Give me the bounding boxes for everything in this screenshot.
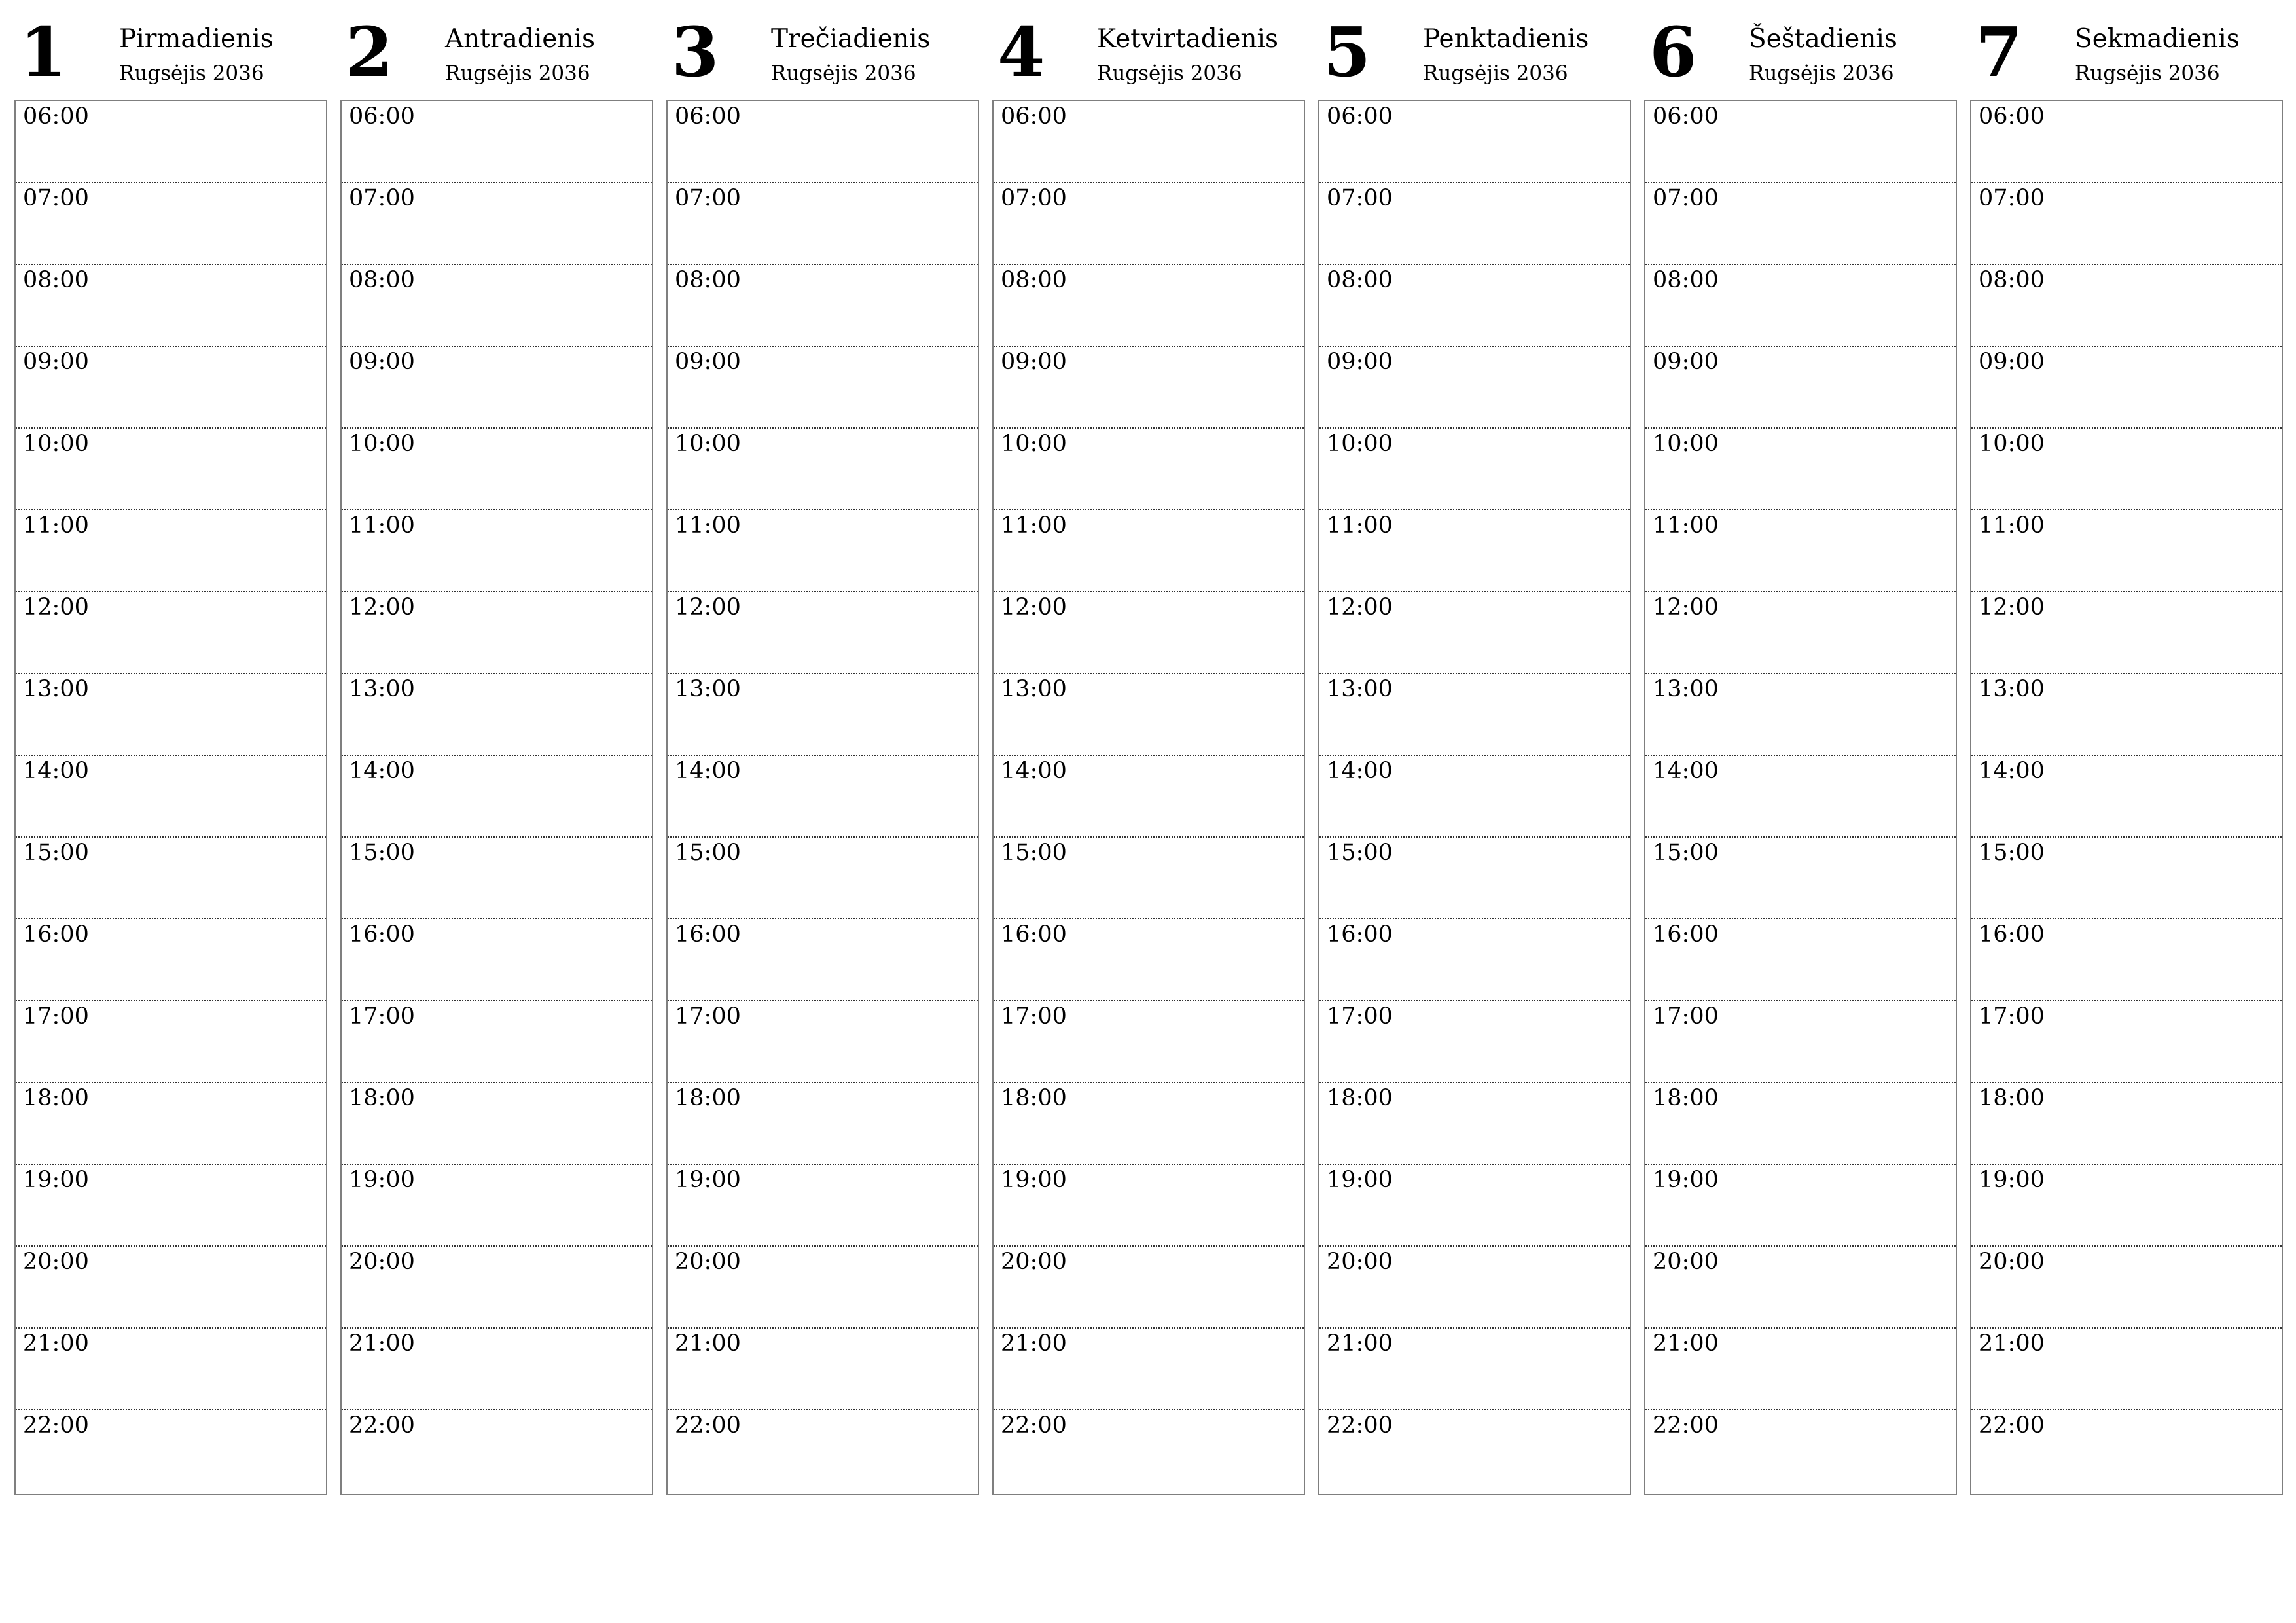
time-slot[interactable]	[16, 1410, 326, 1492]
time-slot[interactable]	[16, 265, 326, 347]
time-label: 12:00	[1979, 594, 2045, 620]
time-label: 13:00	[1327, 676, 1393, 702]
time-slot[interactable]	[1645, 1165, 1956, 1247]
day-schedule-box	[14, 100, 327, 1495]
time-label: 07:00	[1653, 185, 1719, 211]
time-slot[interactable]	[342, 347, 652, 429]
time-label: 22:00	[1001, 1412, 1067, 1438]
time-label: 21:00	[23, 1330, 89, 1357]
time-label: 15:00	[1327, 840, 1393, 866]
time-label: 06:00	[1653, 103, 1719, 130]
time-slot[interactable]	[1971, 1329, 2282, 1410]
day-column	[1970, 0, 2283, 1438]
time-slot[interactable]	[16, 592, 326, 674]
time-slot[interactable]	[994, 183, 1304, 265]
time-label: 10:00	[1653, 431, 1719, 457]
time-label: 12:00	[1001, 594, 1067, 620]
day-schedule-box	[1644, 100, 1957, 1495]
time-slot[interactable]	[994, 1165, 1304, 1247]
time-label: 14:00	[1653, 758, 1719, 784]
time-label: 17:00	[675, 1003, 741, 1029]
time-label: 14:00	[1327, 758, 1393, 784]
time-slot[interactable]	[1319, 510, 1630, 592]
time-slot[interactable]	[16, 101, 326, 183]
time-slot[interactable]	[1971, 510, 2282, 592]
time-label: 10:00	[349, 431, 415, 457]
time-slot[interactable]	[1319, 183, 1630, 265]
time-slot[interactable]	[342, 1083, 652, 1165]
day-number: 7	[1975, 12, 2023, 92]
time-slot[interactable]	[994, 674, 1304, 756]
time-slot[interactable]	[1645, 1001, 1956, 1083]
time-label: 14:00	[1001, 758, 1067, 784]
time-label: 15:00	[1001, 840, 1067, 866]
day-number: 6	[1649, 12, 1697, 92]
time-slot[interactable]	[668, 592, 978, 674]
time-slot[interactable]	[1971, 101, 2282, 183]
time-label: 09:00	[23, 349, 89, 375]
time-slot[interactable]	[1971, 1083, 2282, 1165]
time-slot[interactable]	[1645, 510, 1956, 592]
time-label: 14:00	[349, 758, 415, 784]
time-label: 18:00	[1653, 1085, 1719, 1111]
time-label: 09:00	[1001, 349, 1067, 375]
time-slot[interactable]	[1645, 592, 1956, 674]
time-label: 20:00	[1979, 1249, 2045, 1275]
day-name: Trečiadienis	[771, 24, 931, 54]
time-slot[interactable]	[1645, 1247, 1956, 1329]
day-name: Šeštadienis	[1749, 24, 1897, 54]
time-slot[interactable]	[1319, 592, 1630, 674]
time-slot[interactable]	[1319, 756, 1630, 838]
time-slot[interactable]	[342, 1329, 652, 1410]
time-label: 13:00	[349, 676, 415, 702]
time-slot[interactable]	[1971, 183, 2282, 265]
day-month-label: Rugsėjis 2036	[119, 62, 264, 85]
day-number: 3	[672, 12, 719, 92]
time-label: 22:00	[1327, 1412, 1393, 1438]
time-label: 06:00	[1979, 103, 2045, 130]
time-label: 15:00	[1653, 840, 1719, 866]
time-slot[interactable]	[994, 1329, 1304, 1410]
day-name: Ketvirtadienis	[1097, 24, 1279, 54]
time-label: 17:00	[1653, 1003, 1719, 1029]
time-label: 20:00	[1653, 1249, 1719, 1275]
time-slot[interactable]	[342, 674, 652, 756]
day-number: 5	[1323, 12, 1371, 92]
time-label: 07:00	[1001, 185, 1067, 211]
day-number: 1	[20, 12, 67, 92]
time-label: 12:00	[675, 594, 741, 620]
time-slot[interactable]	[1971, 429, 2282, 510]
time-slot[interactable]	[668, 510, 978, 592]
time-label: 17:00	[1979, 1003, 2045, 1029]
time-label: 19:00	[23, 1167, 89, 1193]
day-header	[1970, 0, 2283, 100]
day-schedule-box	[992, 100, 1305, 1495]
time-slot[interactable]	[16, 756, 326, 838]
time-slot[interactable]	[1319, 838, 1630, 919]
time-slot[interactable]	[1971, 265, 2282, 347]
time-slot[interactable]	[1319, 1165, 1630, 1247]
day-header	[340, 0, 653, 100]
time-label: 15:00	[675, 840, 741, 866]
time-label: 06:00	[349, 103, 415, 130]
time-label: 10:00	[1327, 431, 1393, 457]
time-label: 06:00	[1327, 103, 1393, 130]
time-slot[interactable]	[668, 1247, 978, 1329]
time-label: 07:00	[349, 185, 415, 211]
time-slot[interactable]	[342, 838, 652, 919]
time-slot[interactable]	[342, 1410, 652, 1492]
time-slot[interactable]	[1971, 347, 2282, 429]
time-slot[interactable]	[994, 1410, 1304, 1492]
time-label: 06:00	[23, 103, 89, 130]
time-slot[interactable]	[1319, 1001, 1630, 1083]
time-slot[interactable]	[994, 265, 1304, 347]
time-label: 21:00	[1653, 1330, 1719, 1357]
time-slot[interactable]	[1645, 919, 1956, 1001]
time-label: 16:00	[1001, 921, 1067, 948]
time-slot[interactable]	[1645, 265, 1956, 347]
time-slot[interactable]	[668, 347, 978, 429]
time-label: 18:00	[675, 1085, 741, 1111]
time-slot[interactable]	[994, 510, 1304, 592]
time-slot[interactable]	[994, 592, 1304, 674]
time-label: 18:00	[1327, 1085, 1393, 1111]
time-slot[interactable]	[342, 756, 652, 838]
time-slot[interactable]	[342, 1247, 652, 1329]
day-month-label: Rugsėjis 2036	[445, 62, 590, 85]
time-label: 08:00	[1001, 267, 1067, 293]
time-slot[interactable]	[994, 1001, 1304, 1083]
time-slot[interactable]	[1971, 756, 2282, 838]
time-label: 19:00	[349, 1167, 415, 1193]
time-slot[interactable]	[1971, 1001, 2282, 1083]
time-label: 08:00	[349, 267, 415, 293]
day-name: Pirmadienis	[119, 24, 274, 54]
day-name: Sekmadienis	[2075, 24, 2240, 54]
day-header	[1318, 0, 1631, 100]
time-label: 21:00	[1979, 1330, 2045, 1357]
time-label: 17:00	[1001, 1003, 1067, 1029]
time-label: 21:00	[1327, 1330, 1393, 1357]
time-label: 13:00	[23, 676, 89, 702]
time-label: 12:00	[349, 594, 415, 620]
time-slot[interactable]	[1971, 1247, 2282, 1329]
time-slot[interactable]	[1319, 347, 1630, 429]
time-label: 20:00	[1327, 1249, 1393, 1275]
time-label: 16:00	[1979, 921, 2045, 948]
time-label: 16:00	[1653, 921, 1719, 948]
day-column	[1644, 0, 1957, 1438]
time-slot[interactable]	[1645, 838, 1956, 919]
time-label: 12:00	[1653, 594, 1719, 620]
time-slot[interactable]	[16, 838, 326, 919]
time-label: 14:00	[23, 758, 89, 784]
day-number: 2	[346, 12, 393, 92]
time-label: 06:00	[1001, 103, 1067, 130]
time-slot[interactable]	[1645, 101, 1956, 183]
time-slot[interactable]	[1645, 347, 1956, 429]
time-label: 11:00	[1327, 512, 1393, 539]
time-slot[interactable]	[16, 1247, 326, 1329]
time-label: 22:00	[349, 1412, 415, 1438]
time-label: 20:00	[1001, 1249, 1067, 1275]
time-label: 11:00	[23, 512, 89, 539]
time-label: 10:00	[23, 431, 89, 457]
time-slot[interactable]	[1319, 429, 1630, 510]
day-name: Penktadienis	[1423, 24, 1589, 54]
time-slot[interactable]	[342, 429, 652, 510]
time-slot[interactable]	[1319, 1410, 1630, 1492]
time-slot[interactable]	[1971, 1410, 2282, 1492]
time-label: 15:00	[1979, 840, 2045, 866]
time-label: 07:00	[23, 185, 89, 211]
time-slot[interactable]	[1645, 429, 1956, 510]
time-label: 18:00	[1979, 1085, 2045, 1111]
time-slot[interactable]	[16, 183, 326, 265]
time-slot[interactable]	[16, 919, 326, 1001]
time-slot[interactable]	[16, 1165, 326, 1247]
time-slot[interactable]	[342, 183, 652, 265]
time-slot[interactable]	[668, 429, 978, 510]
time-label: 08:00	[675, 267, 741, 293]
time-slot[interactable]	[668, 1329, 978, 1410]
time-label: 13:00	[675, 676, 741, 702]
time-label: 13:00	[1001, 676, 1067, 702]
time-slot[interactable]	[994, 101, 1304, 183]
time-label: 08:00	[1327, 267, 1393, 293]
time-label: 11:00	[675, 512, 741, 539]
time-label: 07:00	[1327, 185, 1393, 211]
day-header	[666, 0, 979, 100]
time-slot[interactable]	[16, 1001, 326, 1083]
time-label: 11:00	[1979, 512, 2045, 539]
time-label: 20:00	[349, 1249, 415, 1275]
time-slot[interactable]	[1971, 919, 2282, 1001]
time-label: 19:00	[1327, 1167, 1393, 1193]
time-label: 20:00	[23, 1249, 89, 1275]
time-label: 16:00	[675, 921, 741, 948]
time-label: 22:00	[1979, 1412, 2045, 1438]
time-label: 17:00	[23, 1003, 89, 1029]
time-slot[interactable]	[1319, 101, 1630, 183]
time-label: 19:00	[1001, 1167, 1067, 1193]
time-label: 15:00	[23, 840, 89, 866]
time-slot[interactable]	[342, 919, 652, 1001]
day-month-label: Rugsėjis 2036	[771, 62, 916, 85]
time-slot[interactable]	[668, 1001, 978, 1083]
time-slot[interactable]	[1319, 1247, 1630, 1329]
time-label: 11:00	[1001, 512, 1067, 539]
time-slot[interactable]	[668, 265, 978, 347]
time-slot[interactable]	[668, 838, 978, 919]
time-slot[interactable]	[342, 510, 652, 592]
time-label: 21:00	[1001, 1330, 1067, 1357]
time-label: 10:00	[1979, 431, 2045, 457]
time-slot[interactable]	[1319, 265, 1630, 347]
time-label: 17:00	[349, 1003, 415, 1029]
time-slot[interactable]	[1645, 674, 1956, 756]
time-slot[interactable]	[1645, 756, 1956, 838]
time-label: 22:00	[1653, 1412, 1719, 1438]
day-column	[992, 0, 1305, 1438]
day-schedule-box	[1970, 100, 2283, 1495]
time-label: 22:00	[23, 1412, 89, 1438]
time-label: 22:00	[675, 1412, 741, 1438]
time-slot[interactable]	[994, 347, 1304, 429]
day-month-label: Rugsėjis 2036	[1423, 62, 1568, 85]
time-slot[interactable]	[994, 429, 1304, 510]
time-label: 19:00	[1653, 1167, 1719, 1193]
day-number: 4	[997, 12, 1045, 92]
day-schedule-box	[666, 100, 979, 1495]
time-label: 14:00	[675, 758, 741, 784]
time-label: 09:00	[1979, 349, 2045, 375]
time-label: 07:00	[675, 185, 741, 211]
time-label: 07:00	[1979, 185, 2045, 211]
time-slot[interactable]	[1971, 1165, 2282, 1247]
time-label: 16:00	[23, 921, 89, 948]
time-label: 09:00	[1653, 349, 1719, 375]
day-schedule-box	[340, 100, 653, 1495]
time-label: 13:00	[1653, 676, 1719, 702]
time-label: 18:00	[23, 1085, 89, 1111]
time-label: 18:00	[1001, 1085, 1067, 1111]
time-slot[interactable]	[668, 1083, 978, 1165]
time-slot[interactable]	[1645, 1410, 1956, 1492]
day-header	[1644, 0, 1957, 100]
time-label: 18:00	[349, 1085, 415, 1111]
time-label: 08:00	[1653, 267, 1719, 293]
time-label: 14:00	[1979, 758, 2045, 784]
time-slot[interactable]	[1319, 1083, 1630, 1165]
time-slot[interactable]	[668, 101, 978, 183]
time-label: 09:00	[1327, 349, 1393, 375]
time-label: 21:00	[349, 1330, 415, 1357]
day-header	[14, 0, 327, 100]
time-slot[interactable]	[994, 1083, 1304, 1165]
day-name: Antradienis	[445, 24, 595, 54]
time-label: 13:00	[1979, 676, 2045, 702]
time-slot[interactable]	[16, 429, 326, 510]
time-slot[interactable]	[1645, 1083, 1956, 1165]
time-slot[interactable]	[1971, 838, 2282, 919]
day-month-label: Rugsėjis 2036	[1097, 62, 1242, 85]
time-slot[interactable]	[668, 1165, 978, 1247]
time-slot[interactable]	[1319, 1329, 1630, 1410]
time-label: 09:00	[349, 349, 415, 375]
day-month-label: Rugsėjis 2036	[2075, 62, 2220, 85]
time-slot[interactable]	[994, 919, 1304, 1001]
day-column	[1318, 0, 1631, 1438]
time-label: 15:00	[349, 840, 415, 866]
time-label: 17:00	[1327, 1003, 1393, 1029]
time-label: 10:00	[1001, 431, 1067, 457]
time-label: 10:00	[675, 431, 741, 457]
time-label: 12:00	[23, 594, 89, 620]
time-label: 11:00	[349, 512, 415, 539]
day-month-label: Rugsėjis 2036	[1749, 62, 1894, 85]
time-label: 20:00	[675, 1249, 741, 1275]
time-slot[interactable]	[668, 756, 978, 838]
time-label: 11:00	[1653, 512, 1719, 539]
day-header	[992, 0, 1305, 100]
time-slot[interactable]	[16, 510, 326, 592]
day-column	[666, 0, 979, 1438]
time-slot[interactable]	[342, 1165, 652, 1247]
time-slot[interactable]	[16, 347, 326, 429]
time-slot[interactable]	[994, 838, 1304, 919]
time-slot[interactable]	[16, 1083, 326, 1165]
time-slot[interactable]	[994, 756, 1304, 838]
time-label: 09:00	[675, 349, 741, 375]
time-slot[interactable]	[668, 674, 978, 756]
time-slot[interactable]	[342, 101, 652, 183]
time-slot[interactable]	[1971, 674, 2282, 756]
day-schedule-box	[1318, 100, 1631, 1495]
time-label: 08:00	[1979, 267, 2045, 293]
time-slot[interactable]	[994, 1247, 1304, 1329]
time-slot[interactable]	[342, 265, 652, 347]
time-slot[interactable]	[668, 1410, 978, 1492]
time-label: 06:00	[675, 103, 741, 130]
time-label: 16:00	[349, 921, 415, 948]
time-slot[interactable]	[668, 919, 978, 1001]
time-label: 16:00	[1327, 921, 1393, 948]
time-slot[interactable]	[1319, 919, 1630, 1001]
time-slot[interactable]	[342, 592, 652, 674]
time-slot[interactable]	[1645, 1329, 1956, 1410]
day-column	[14, 0, 327, 1438]
day-column	[340, 0, 653, 1438]
time-slot[interactable]	[1319, 674, 1630, 756]
time-slot[interactable]	[16, 674, 326, 756]
time-label: 19:00	[675, 1167, 741, 1193]
time-slot[interactable]	[16, 1329, 326, 1410]
time-label: 08:00	[23, 267, 89, 293]
time-slot[interactable]	[668, 183, 978, 265]
time-label: 12:00	[1327, 594, 1393, 620]
time-label: 19:00	[1979, 1167, 2045, 1193]
time-slot[interactable]	[1971, 592, 2282, 674]
time-slot[interactable]	[1645, 183, 1956, 265]
time-slot[interactable]	[342, 1001, 652, 1083]
time-label: 21:00	[675, 1330, 741, 1357]
